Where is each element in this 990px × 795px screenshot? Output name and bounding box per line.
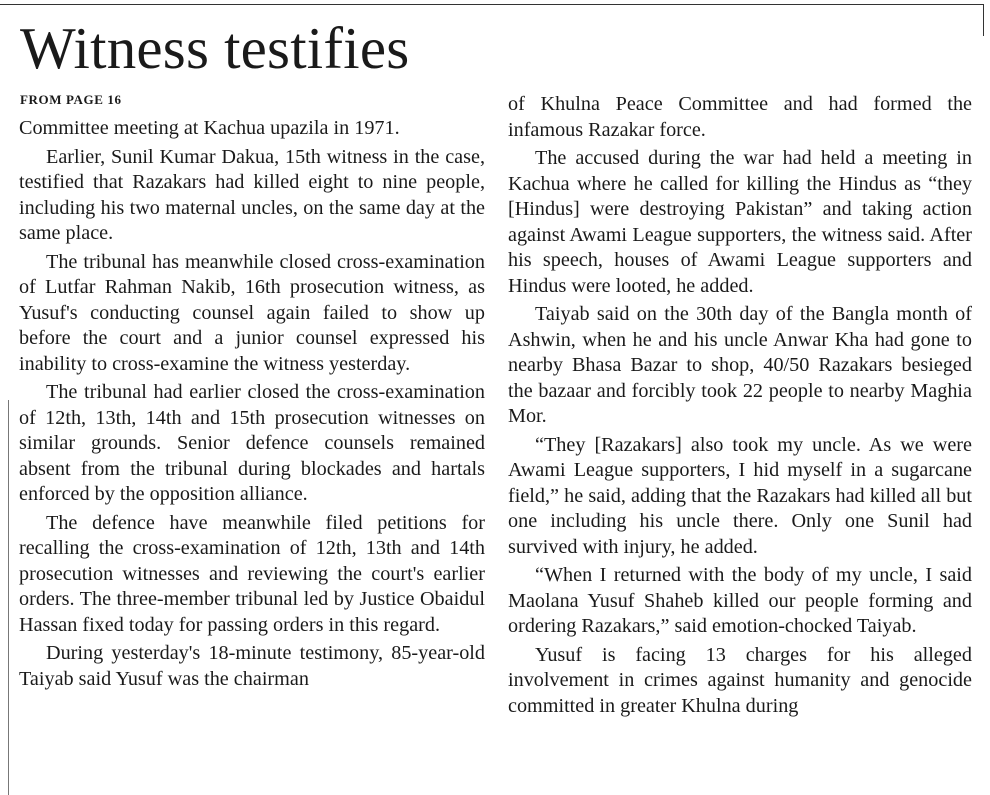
paragraph: The tribunal has meanwhile closed cross-examination of Lutfar Rahman Nakib, 16th prosecution witness, as Yusuf's conducting counsel again failed to show up before the court and a junior counsel expressed his inability to cross-examine the witness yesterday. xyxy=(19,250,485,375)
article-column-left xyxy=(19,116,485,695)
dateline: FROM PAGE 16 xyxy=(20,92,122,107)
paragraph: Taiyab said on the 30th day of the Bangla month of Ashwin, when he and his uncle Anwar Kha had gone to nearby Bhasa Bazar to shop, 40/50 Razakars besieged the bazaar and forcibly took 22 people to nearby Maghia Mor. xyxy=(508,303,972,427)
paragraph: “When I returned with the body of my uncle, I said Maolana Yusuf Shaheb killed our people forming and ordering Razakars,” said emotion-chocked Taiyab. xyxy=(508,564,972,637)
paragraph: Committee meeting at Kachua upazila in 1971. xyxy=(19,117,400,139)
top-rule xyxy=(0,4,984,5)
right-rule xyxy=(983,4,984,36)
paragraph: Earlier, Sunil Kumar Dakua, 15th witness in the case, testified that Razakars had killed eight to nine people, including his two maternal uncles, on the same day at the same place. xyxy=(19,145,485,244)
paragraph: of Khulna Peace Committee and had formed the infamous Razakar force. xyxy=(508,93,972,141)
paragraph: During yesterday's 18-minute testimony, 85-year-old Taiyab said Yusuf was the chairman xyxy=(19,642,485,690)
paragraph: The accused during the war had held a meeting in Kachua where he called for killing the Hindus as “they [Hindus] were destroying Pakistan” and taking action against Awami League supporters, the witness said. After his speech, houses of Awami League supporters and Hindus were looted, he added. xyxy=(508,147,972,297)
paragraph: Yusuf is facing 13 charges for his alleged involvement in crimes against humanity and genocide committed in greater Khulna during xyxy=(508,643,972,717)
paragraph: “They [Razakars] also took my uncle. As we were Awami League supporters, I hid myself in a sugarcane field,” he said, adding that the Razakars had killed all but one including his uncle there. Only one Sunil had survived with injury, he added. xyxy=(508,433,972,558)
article-headline: Witness testifies xyxy=(20,15,410,81)
article-column-right xyxy=(508,92,972,722)
left-rule xyxy=(8,400,9,795)
paragraph: The defence have meanwhile filed petitions for recalling the cross-examination of 12th, 13th and 14th prosecution witnesses and reviewing the court's earlier orders. The three-member tribunal led by Justice Obaidul Hassan fixed today for passing orders in this regard. xyxy=(19,511,485,636)
paragraph: The tribunal had earlier closed the cross-examination of 12th, 13th, 14th and 15th prosecution witnesses on similar grounds. Senior defence counsels remained absent from the tribunal during blockades and hartals enforced by the opposition alliance. xyxy=(19,381,485,505)
